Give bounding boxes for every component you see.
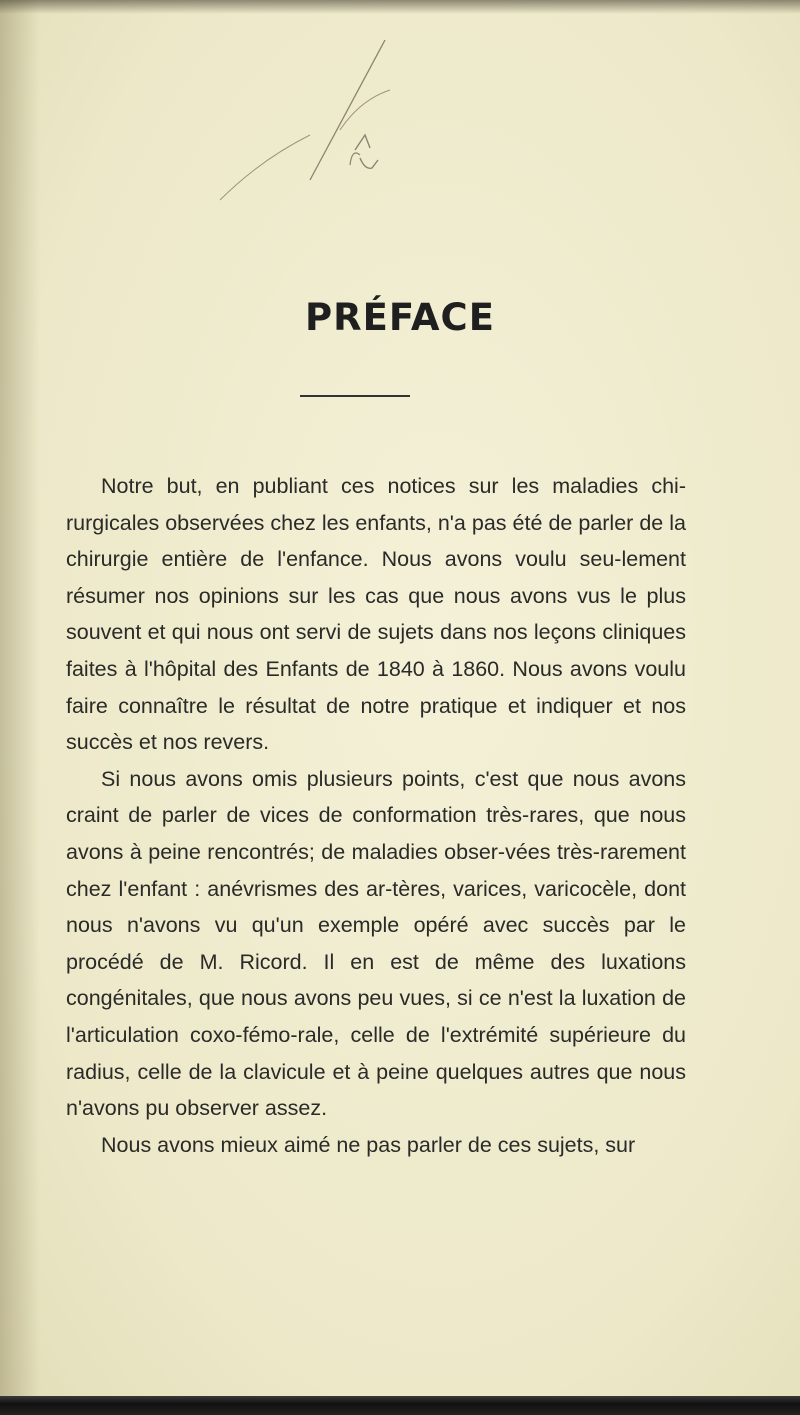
top-edge-shadow xyxy=(0,0,800,14)
binding-shadow xyxy=(0,0,40,1415)
paragraph-1: Notre but, en publiant ces notices sur les maladies chi-rurgicales observées chez les enfants, n'a pas été de parler de la chirurgie entière de l'enfance. Nous avons voulu seu-lement résumer nos opinions sur les cas que nous avons vus le plus souvent et qui nous ont servi de sujets dans nos leçons cliniques faites à l'hôpital des Enfants de 1840 à 1860. Nous avons voulu faire connaître le résultat de notre pratique et indiquer et nos succès et nos revers. xyxy=(66,474,686,755)
title-divider xyxy=(300,395,410,397)
paragraph-3: Nous avons mieux aimé ne pas parler de ces sujets, sur xyxy=(101,1132,636,1157)
page-title: PRÉFACE xyxy=(305,296,495,339)
scan-bottom-edge xyxy=(0,1396,800,1415)
paragraph-2: Si nous avons omis plusieurs points, c'est que nous avons craint de parler de vices de conformation très-rares, que nous avons à peine rencontrés; de maladies obser-vées très-rarement chez l'enfant : anévrismes des ar-tères, varices, varicocèle, dont nous n'avons vu qu'un exemple opéré avec succès par le procédé de M. Ricord. Il en est de même des luxations congénitales, que nous avons peu vues, si ce n'est la luxation de l'articulation coxo-fémo-rale, celle de l'extrémité supérieure du radius, celle de la clavicule et à peine quelques autres que nous n'avons pu observer assez. xyxy=(66,766,686,1121)
preface-body xyxy=(66,468,686,1163)
pencil-annotation-mark xyxy=(200,30,460,210)
